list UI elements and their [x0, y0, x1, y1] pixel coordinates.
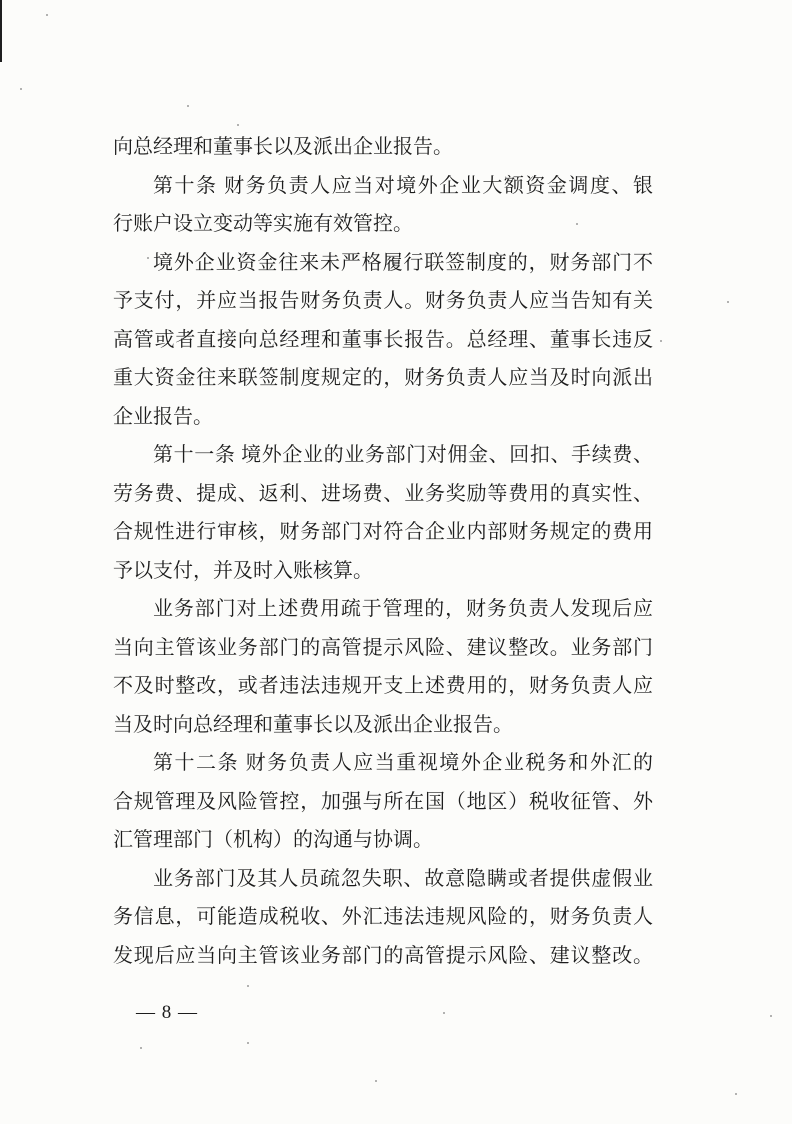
text-line: 第十二条 财务负责人应当重视境外企业税务和外汇的 [153, 752, 653, 774]
text-line: 予以支付，并及时入账核算。 [113, 559, 373, 582]
scan-speck [660, 340, 662, 342]
scan-speck [443, 1012, 445, 1014]
text-line: 当及时向总经理和董事长以及派出企业报告。 [113, 713, 513, 736]
document-text [113, 128, 653, 975]
text-line: 发现后应当向主管该业务部门的高管提示风险、建议整改。 [113, 944, 653, 967]
scan-speck [247, 1042, 249, 1044]
text-line: 予支付，并应当报告财务负责人。财务负责人应当告知有关 [113, 290, 653, 312]
text-line: 第十一条 境外企业的业务部门对佣金、回扣、手续费、 [153, 444, 653, 466]
scan-speck [576, 223, 578, 225]
text-line: 合规管理及风险管控，加强与所在国（地区）税收征管、外 [113, 790, 653, 813]
scan-speck [247, 985, 249, 987]
text-line: 境外企业资金往来未严格履行联签制度的，财务部门不 [153, 251, 653, 274]
paragraph [113, 167, 653, 244]
text-line: 企业报告。 [113, 405, 213, 428]
scan-speck [727, 301, 729, 303]
text-line: 业务部门及其人员疏忽失职、故意隐瞒或者提供虚假业 [153, 867, 653, 890]
text-line: 行账户设立变动等实施有效管控。 [113, 213, 413, 235]
paragraph [113, 590, 653, 744]
paragraph [113, 128, 653, 167]
text-line: 合规性进行审核，财务部门对符合企业内部财务规定的费用 [113, 521, 653, 543]
scan-speck [735, 1093, 737, 1095]
text-line: 汇管理部门（机构）的沟通与协调。 [113, 829, 433, 851]
scan-speck [237, 124, 239, 126]
text-line: 务信息，可能造成税收、外汇违法违规风险的，财务负责人 [113, 906, 653, 928]
text-line: 业务部门对上述费用疏于管理的，财务负责人发现后应 [153, 598, 653, 620]
text-line: 向总经理和董事长以及派出企业报告。 [113, 136, 453, 158]
paragraph [113, 436, 653, 590]
scan-speck [46, 14, 48, 16]
text-line: 不及时整改，或者违法违规开支上述费用的，财务负责人应 [113, 675, 653, 697]
paragraph [113, 244, 653, 437]
page-number: — 8 — [136, 1002, 198, 1023]
scan-speck [187, 105, 189, 107]
text-line: 高管或者直接向总经理和董事长报告。总经理、董事长违反 [113, 328, 653, 351]
scan-speck [140, 1047, 142, 1049]
scan-speck [770, 1015, 772, 1017]
text-line: 当向主管该业务部门的高管提示风险、建议整改。业务部门 [113, 636, 653, 659]
scan-edge-artifact [0, 0, 2, 62]
scan-speck [147, 257, 149, 259]
text-line: 劳务费、提成、返利、进场费、业务奖励等费用的真实性、 [113, 482, 653, 505]
paragraph [113, 744, 653, 860]
text-line: 重大资金往来联签制度规定的，财务负责人应当及时向派出 [113, 367, 653, 389]
text-line: 第十条 财务负责人应当对境外企业大额资金调度、银 [153, 174, 653, 197]
scan-speck [20, 88, 22, 90]
scan-speck [375, 1080, 377, 1082]
paragraph [113, 860, 653, 976]
